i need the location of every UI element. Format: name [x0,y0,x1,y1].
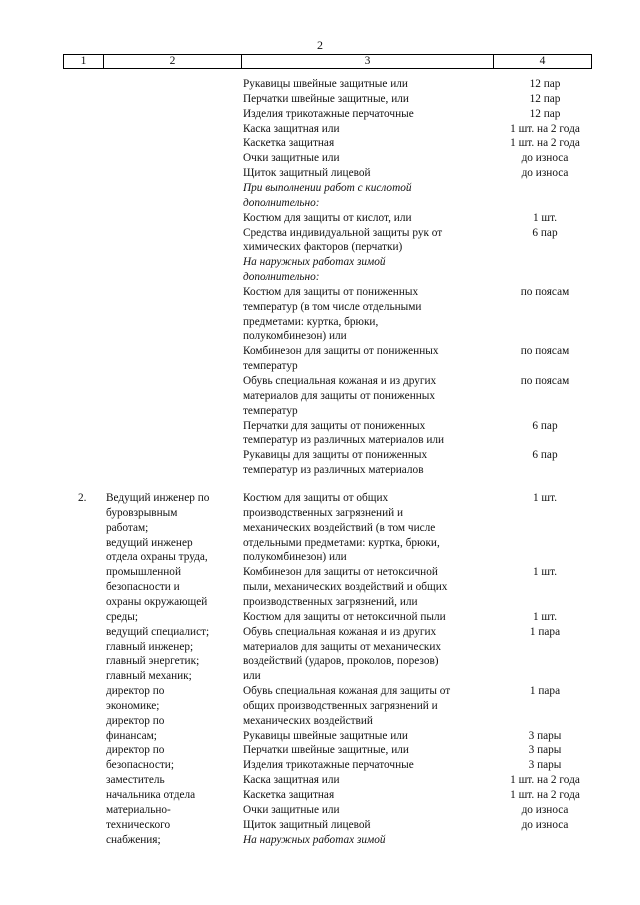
item-quantity: 6 пар [532,419,558,432]
item-quantity: 1 шт. на 2 года [510,774,580,787]
position-line: технического [106,818,171,831]
item-name: материалов для защиты от пониженных [243,389,436,402]
position-line: ведущий специалист; [106,625,210,638]
item-quantity: 12 пар [529,78,561,90]
item-name: Перчатки швейные защитные, или [243,92,409,105]
item-name: температур из различных материалов [243,464,424,477]
item-name: При выполнении работ с кислотой [243,181,412,194]
item-quantity: 1 шт. на 2 года [510,122,580,135]
item-quantity: 6 пар [532,226,558,239]
item-quantity: до износа [521,818,569,831]
item-quantity: 1 пара [529,625,561,638]
item-name: На наружных работах зимой [243,833,386,846]
item-name: Комбинезон для защиты от пониженных [243,345,439,358]
item-name: воздействий (ударов, проколов, порезов) [243,655,439,668]
item-name: Обувь специальная кожаная для защиты от [243,685,451,698]
header-col-2: 2 [103,55,241,68]
position-line: финансам; [106,729,157,742]
item-quantity: 1 шт. [532,211,558,224]
item-name: Каскетка защитная [243,137,335,150]
item-quantity: 3 пары [528,744,562,757]
item-quantity: по поясам [520,345,570,358]
item-quantity: 12 пар [529,107,561,120]
item-quantity: 6 пар [532,449,558,462]
position-line: Ведущий инженер по [106,492,210,504]
item-quantity: 12 пар [529,92,561,105]
item-name: Рукавицы швейные защитные или [243,729,408,742]
item-name: пыли, механических воздействий и общих [243,581,448,594]
position-line: директор по [106,685,165,698]
item-name: температур [243,404,298,417]
position-line: безопасности и [106,581,180,594]
position-line: директор по [106,744,165,757]
item-name: производственных загрязнений и [243,506,404,519]
item-quantity: до износа [521,167,569,180]
position-line: буровзрывным [106,506,178,519]
item-name: материалов для защиты от механических [243,640,442,653]
item-name: Перчатки для защиты от пониженных [243,419,426,432]
item-quantity: 1 шт. [532,492,558,504]
position-line: главный механик; [106,670,192,683]
position-line: заместитель [106,774,165,787]
position-line: среды; [106,610,139,623]
item-name: общих производственных загрязнений и [243,699,438,712]
item-name: Щиток защитный лицевой [243,167,371,180]
item-name: полукомбинезон) или [243,330,347,343]
item-quantity: 3 пары [528,759,562,772]
position-line: главный инженер; [106,640,194,653]
position-line: отдела охраны труда, [106,551,208,564]
position-line: главный энергетик; [106,655,200,668]
item-name: Щиток защитный лицевой [243,818,371,831]
item-name: дополнительно: [243,271,320,284]
item-name: Изделия трикотажные перчаточные [243,759,414,772]
item-name: Обувь специальная кожаная и из других [243,375,437,387]
item-quantity: по поясам [520,375,570,387]
item-name: или [243,670,261,683]
row-number: 2. [78,492,87,504]
position-line: директор по [106,714,165,727]
item-name: Рукавицы швейные защитные или [243,78,408,90]
item-name: Костюм для защиты от кислот, или [243,211,412,224]
position-line: снабжения; [106,833,161,846]
page-number: 2 [317,38,323,52]
item-name: предметами: куртка, брюки, [243,315,379,328]
position-line: охраны окружающей [106,595,208,608]
item-name: На наружных работах зимой [243,256,386,269]
item-name: полукомбинезон) или [243,551,347,564]
item-quantity: до износа [521,152,569,165]
item-name: Комбинезон для защиты от нетоксичной [243,566,438,579]
header-col-4: 4 [493,55,591,68]
item-name: температур [243,360,298,373]
item-quantity: 1 пара [529,685,561,698]
item-name: Каска защитная или [243,774,340,787]
item-name: механических воздействий [243,714,373,727]
item-name: Средства индивидуальной защиты рук от [243,226,443,239]
header-col-3: 3 [241,55,493,68]
item-name: Очки защитные или [243,152,340,165]
item-name: механических воздействий (в том числе [243,521,436,534]
header-col-1: 1 [80,55,87,67]
item-name: Каска защитная или [243,122,340,135]
item-name: Обувь специальная кожаная и из других [243,625,437,638]
position-line: материально- [106,803,171,816]
item-name: Каскетка защитная [243,789,335,801]
item-name: Рукавицы для защиты от пониженных [243,449,428,462]
item-name: температур из различных материалов или [243,434,445,447]
item-name: дополнительно: [243,196,320,209]
item-name: химических факторов (перчатки) [243,241,403,254]
item-name: Костюм для защиты от пониженных [243,285,419,298]
item-name: Изделия трикотажные перчаточные [243,107,414,120]
item-quantity: до износа [521,803,569,816]
item-quantity: 1 шт. на 2 года [510,789,580,801]
item-name: производственных загрязнений, или [243,595,418,608]
item-name: Очки защитные или [243,803,340,816]
position-line: ведущий инженер [106,536,193,549]
position-line: экономике; [106,699,160,712]
position-line: промышленной [106,566,182,579]
item-name: отдельными предметами: куртка, брюки, [243,536,440,549]
item-quantity: 1 шт. [532,566,558,579]
position-line: работам; [106,521,149,534]
item-quantity: 1 шт. на 2 года [510,137,580,150]
position-line: начальника отдела [106,789,196,801]
item-name: Костюм для защиты от нетоксичной пыли [243,610,446,623]
item-name: Перчатки швейные защитные, или [243,744,409,757]
item-quantity: 1 шт. [532,610,558,623]
position-line: безопасности; [106,759,174,772]
item-name: температур (в том числе отдельными [243,300,422,313]
item-quantity: по поясам [520,285,570,298]
table-header [63,54,592,69]
item-quantity: 3 пары [528,729,562,742]
item-name: Костюм для защиты от общих [243,492,389,504]
